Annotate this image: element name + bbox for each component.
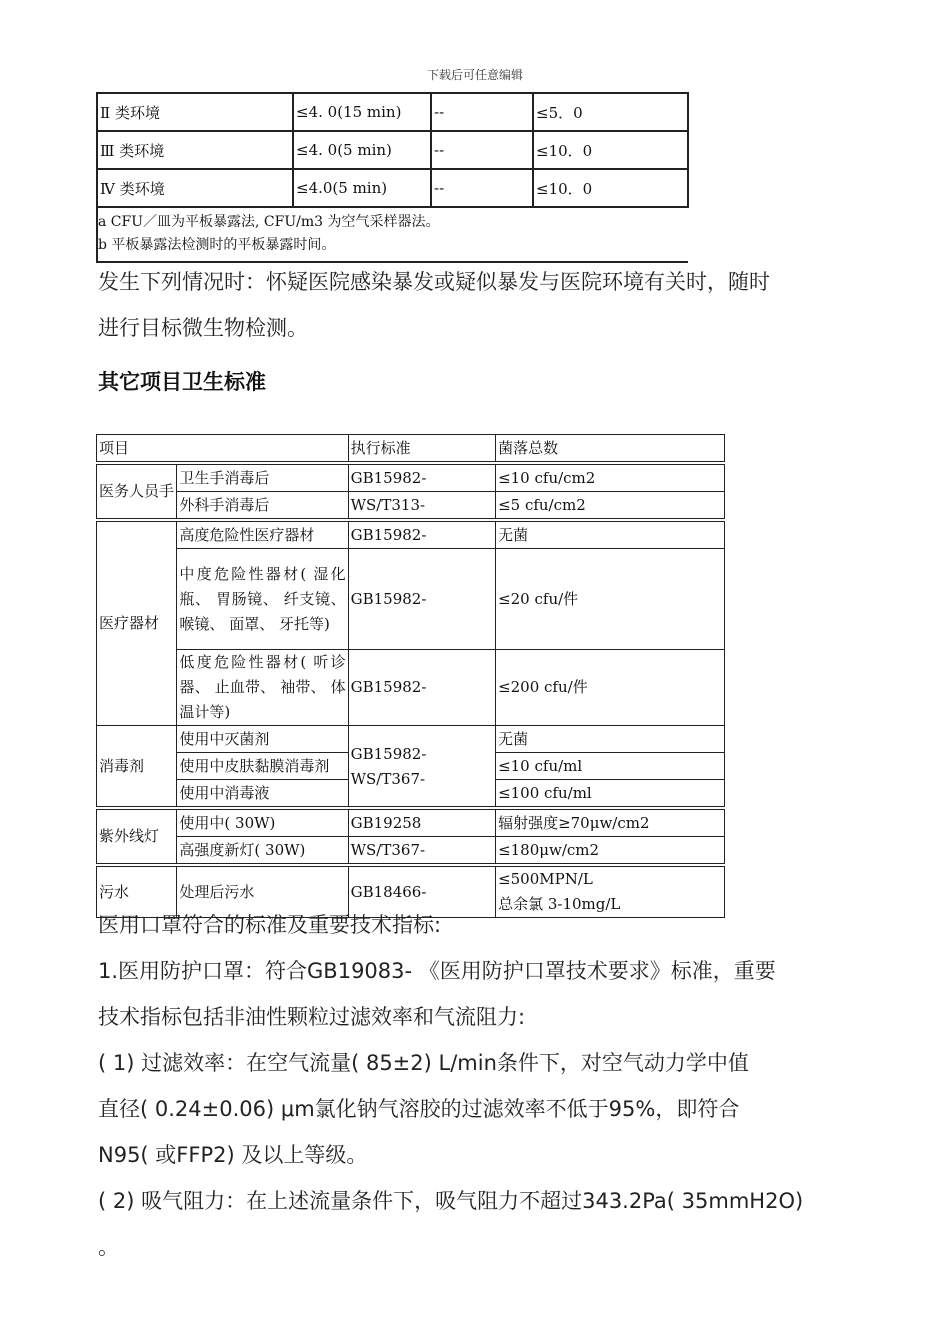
table-row (97, 810, 725, 837)
table-row (97, 492, 725, 519)
table-cell: 使用中灭菌剂 (177, 726, 348, 753)
header-cell-count: 菌落总数 (496, 435, 725, 462)
table-cell: ≤5 cfu/cm2 (496, 492, 725, 519)
table-cell: GB15982- (348, 522, 495, 549)
table-notes (97, 207, 688, 262)
table-row (97, 522, 725, 549)
table-cell: 无菌 (496, 726, 725, 753)
text-line: 直径( 0.24±0.06) μm氯化钠气溶胶的过滤效率不低于95%，即符合 (98, 1097, 740, 1121)
table-cell: ≤10 cfu/cm2 (496, 465, 725, 492)
group-cell: 消毒剂 (97, 726, 177, 807)
group-cell: 紫外线灯 (97, 810, 177, 864)
text-line: 技术指标包括非油性颗粒过滤效率和气流阻力: (98, 1005, 526, 1029)
group-cell: 污水 (97, 867, 177, 918)
mask-standards-section (98, 902, 858, 1270)
environment-standard-table (96, 92, 689, 263)
note-a: a CFU／皿为平板暴露法, CFU/m3 为空气采样器法。 (98, 214, 440, 230)
table-cell: 外科手消毒后 (177, 492, 348, 519)
page-header: 下载后可任意编辑 (426, 68, 523, 82)
table-row (97, 837, 725, 864)
table-cell: ≤4. 0(15 min) (293, 93, 431, 131)
monitoring-paragraph (98, 259, 858, 351)
table-cell: 使用中( 30W) (177, 810, 348, 837)
standard-line: GB15982- (350, 745, 427, 763)
table-header-row (97, 435, 725, 462)
table-cell: ≤10．0 (533, 131, 688, 169)
table-cell: WS/T367- (348, 837, 495, 864)
table-cell: ≤10．0 (533, 169, 688, 207)
group-cell: 医疗器材 (97, 522, 177, 726)
table-cell: GB18466- (348, 867, 495, 918)
value-line: 总余氯 3-10mg/L (498, 895, 621, 913)
table-cell: ≤10 cfu/ml (496, 753, 725, 780)
table-cell: ≤4. 0(5 min) (293, 131, 431, 169)
table-cell: ≤5．0 (533, 93, 688, 131)
table-cell: 高度危险性医疗器材 (177, 522, 348, 549)
table-cell: ≤180μw/cm2 (496, 837, 725, 864)
text-line: N95( 或FFP2) 及以上等级。 (98, 1143, 368, 1167)
standard-line: WS/T367- (350, 770, 426, 788)
table-row (97, 131, 688, 169)
table-cell: Ⅳ 类环境 (97, 169, 293, 207)
table-row (97, 726, 725, 753)
table-notes-row (97, 207, 688, 262)
table-cell: GB15982- (348, 650, 495, 726)
table-cell: WS/T313- (348, 492, 495, 519)
table-cell: 无菌 (496, 522, 725, 549)
table-cell: 低度危险性器材( 听诊器、 止血带、 袖带、 体温计等) (177, 650, 348, 726)
header-cell-item: 项目 (97, 435, 349, 462)
table-cell: 使用中消毒液 (177, 780, 348, 807)
table-cell: GB19258 (348, 810, 495, 837)
text-line: 发生下列情况时：怀疑医院感染暴发或疑似暴发与医院环境有关时，随时 (98, 270, 770, 294)
text-line: 。 (98, 1235, 119, 1259)
table-row (97, 650, 725, 726)
table-cell: 辐射强度≥70μw/cm2 (496, 810, 725, 837)
table-row (97, 169, 688, 207)
header-cell-standard: 执行标准 (348, 435, 495, 462)
table-cell (348, 726, 495, 807)
text-line: 医用口罩符合的标准及重要技术指标: (98, 913, 442, 937)
section-heading: 其它项目卫生标准 (98, 370, 266, 394)
table-cell: ≤20 cfu/件 (496, 549, 725, 650)
table-row (97, 93, 688, 131)
table-cell: 使用中皮肤黏膜消毒剂 (177, 753, 348, 780)
table-cell: 处理后污水 (177, 867, 348, 918)
table-cell: GB15982- (348, 465, 495, 492)
table-cell: 卫生手消毒后 (177, 465, 348, 492)
text-line: ( 1) 过滤效率：在空气流量( 85±2) L/min条件下，对空气动力学中值 (98, 1051, 749, 1075)
hygiene-standard-table (96, 434, 725, 918)
text-line: 进行目标微生物检测。 (98, 316, 308, 340)
table-cell: -- (431, 93, 533, 131)
text-line: ( 2) 吸气阻力：在上述流量条件下，吸气阻力不超过343.2Pa( 35mmH2O) (98, 1189, 804, 1213)
table-row (97, 465, 725, 492)
note-b: b 平板暴露法检测时的平板暴露时间。 (98, 237, 336, 253)
group-cell: 医务人员手 (97, 465, 177, 519)
table-cell: -- (431, 131, 533, 169)
table-cell: -- (431, 169, 533, 207)
table-row (97, 549, 725, 650)
table-cell: Ⅱ 类环境 (97, 93, 293, 131)
text-line: 1.医用防护口罩：符合GB19083- 《医用防护口罩技术要求》标准，重要 (98, 959, 776, 983)
table-cell: Ⅲ 类环境 (97, 131, 293, 169)
table-cell: 中度危险性器材( 湿化瓶、 胃肠镜、 纤支镜、 喉镜、 面罩、 牙托等) (177, 549, 348, 650)
table-cell: ≤200 cfu/件 (496, 650, 725, 726)
table-cell: ≤100 cfu/ml (496, 780, 725, 807)
table-cell: GB15982- (348, 549, 495, 650)
table-cell: 高强度新灯( 30W) (177, 837, 348, 864)
table-cell: ≤4.0(5 min) (293, 169, 431, 207)
value-line: ≤500MPN/L (498, 870, 593, 888)
